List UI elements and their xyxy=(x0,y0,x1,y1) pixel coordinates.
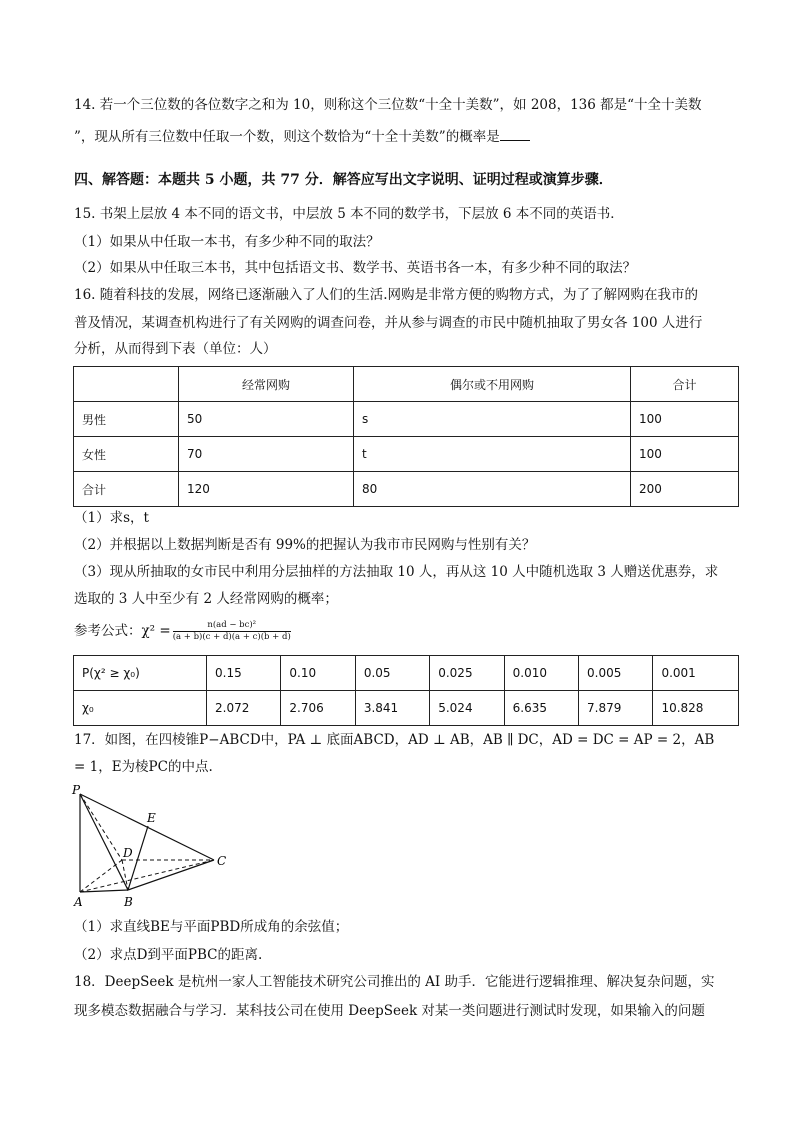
answer-blank[interactable] xyxy=(500,126,530,141)
table-header-cell: 偶尔或不用网购 xyxy=(354,367,631,402)
edge-DB xyxy=(122,860,128,890)
label-E: E xyxy=(147,811,156,825)
q14-line2-text: ”，现从所有三位数中任取一个数，则这个数恰为“十全十美数”的概率是 xyxy=(74,129,500,145)
table-cell: 100 xyxy=(631,437,739,472)
table-cell: 5.024 xyxy=(430,691,504,726)
table-cell: 100 xyxy=(631,402,739,437)
table-cell: 合计 xyxy=(74,472,179,507)
q15-part1: （1）如果从中任取一本书，有多少种不同的取法？ xyxy=(74,234,380,250)
q17-part2: （2）求点D到平面PBC的距离. xyxy=(74,947,263,963)
critical-value-table xyxy=(73,655,739,726)
q16-line2: 普及情况，某调查机构进行了有关网购的调查问卷，并从参与调查的市民中随机抽取了男女各 100 人进行 xyxy=(74,315,703,331)
table-row xyxy=(74,402,739,437)
section-heading: 四、解答题：本题共 5 小题，共 77 分．解答应写出文字说明、证明过程或演算步骤． xyxy=(74,172,613,188)
q18-line1: 18．DeepSeek 是杭州一家人工智能技术研究公司推出的 AI 助手．它能进行逻辑推理、解决复杂问题，实 xyxy=(74,974,715,990)
q16-part3b: 选取的 3 人中至少有 2 人经常网购的概率； xyxy=(74,591,338,607)
table-header-cell xyxy=(74,367,179,402)
q16-line1: 16. 随着科技的发展，网络已逐渐融入了人们的生活.网购是非常方便的购物方式，为了了解网购在我市的 xyxy=(74,287,699,303)
formula-label: 参考公式： xyxy=(74,623,142,639)
table-cell: 10.828 xyxy=(653,691,739,726)
q14-line2 xyxy=(74,126,530,146)
q17-part1: （1）求直线BE与平面PBD所成角的余弦值； xyxy=(74,919,349,935)
q14-line1: 14. 若一个三位数的各位数字之和为 10，则称这个三位数“十全十美数”，如 208，136 都是“十全十美数 xyxy=(74,97,702,113)
table-row-label: χ₀ xyxy=(74,691,207,726)
formula-lhs: χ² = xyxy=(141,623,171,639)
q16-part1: （1）求s，t xyxy=(74,510,149,526)
table-cell: 0.10 xyxy=(281,656,355,691)
table-header-cell: 经常网购 xyxy=(179,367,354,402)
q16-part3a: （3）现从所抽取的女市民中利用分层抽样的方法抽取 10 人，再从这 10 人中随机选取 3 人赠送优惠券，求 xyxy=(74,564,719,580)
q15-part2: （2）如果从中任取三本书，其中包括语文书、数学书、英语书各一本，有多少种不同的取法？ xyxy=(74,260,637,276)
table-cell: 0.005 xyxy=(579,656,653,691)
table-cell: 0.001 xyxy=(653,656,739,691)
table-cell: 3.841 xyxy=(355,691,429,726)
table-row xyxy=(74,691,739,726)
table-cell: 200 xyxy=(631,472,739,507)
label-D: D xyxy=(123,846,133,860)
table-cell: 男性 xyxy=(74,402,179,437)
table-cell: 0.05 xyxy=(355,656,429,691)
table-cell: 0.15 xyxy=(207,656,281,691)
q18-line2: 现多模态数据融合与学习．某科技公司在使用 DeepSeek 对某一类问题进行测试时发现，如果输入的问题 xyxy=(74,1003,705,1019)
table-cell: 70 xyxy=(179,437,354,472)
q17-line2: = 1，E为棱PC的中点. xyxy=(74,759,213,775)
reference-formula xyxy=(74,620,291,643)
table-cell: t xyxy=(354,437,631,472)
q16-part2: （2）并根据以上数据判断是否有 99%的把握认为我市市民网购与性别有关？ xyxy=(74,537,536,553)
label-B: B xyxy=(124,895,133,909)
table-row-label: P(χ² ≥ χ₀) xyxy=(74,656,207,691)
label-C: C xyxy=(217,854,227,868)
table-row xyxy=(74,472,739,507)
q16-line3: 分析，从而得到下表（单位：人） xyxy=(74,341,277,357)
label-A: A xyxy=(74,895,83,909)
table-cell: 女性 xyxy=(74,437,179,472)
table-cell: 120 xyxy=(179,472,354,507)
table-cell: 6.635 xyxy=(504,691,578,726)
table-header-row xyxy=(74,367,739,402)
table-cell: 0.010 xyxy=(504,656,578,691)
formula-denominator: (a + b)(c + d)(a + c)(b + d) xyxy=(172,632,291,642)
q17-line1: 17．如图，在四棱锥P−ABCD中，PA ⊥ 底面ABCD，AD ⊥ AB，AB ∥ DC，AD = DC = AP = 2，AB xyxy=(74,732,715,748)
table-cell: 50 xyxy=(179,402,354,437)
formula-fraction xyxy=(173,620,291,643)
label-P: P xyxy=(72,783,81,797)
table-cell: 2.706 xyxy=(281,691,355,726)
pyramid-figure xyxy=(70,780,240,910)
edge-PC xyxy=(80,794,214,860)
table-cell: 2.072 xyxy=(207,691,281,726)
table-row xyxy=(74,656,739,691)
table-row xyxy=(74,437,739,472)
table-cell: s xyxy=(354,402,631,437)
edge-BC xyxy=(128,860,214,890)
table-header-cell: 合计 xyxy=(631,367,739,402)
edge-PB xyxy=(80,794,128,890)
survey-table xyxy=(73,366,739,507)
edge-AC xyxy=(80,860,214,892)
q15-stem: 15. 书架上层放 4 本不同的语文书，中层放 5 本不同的数学书，下层放 6 本不同的英语书． xyxy=(74,206,624,222)
formula-numerator: n(ad − bc)² xyxy=(173,620,291,632)
table-cell: 7.879 xyxy=(579,691,653,726)
table-cell: 80 xyxy=(354,472,631,507)
table-cell: 0.025 xyxy=(430,656,504,691)
